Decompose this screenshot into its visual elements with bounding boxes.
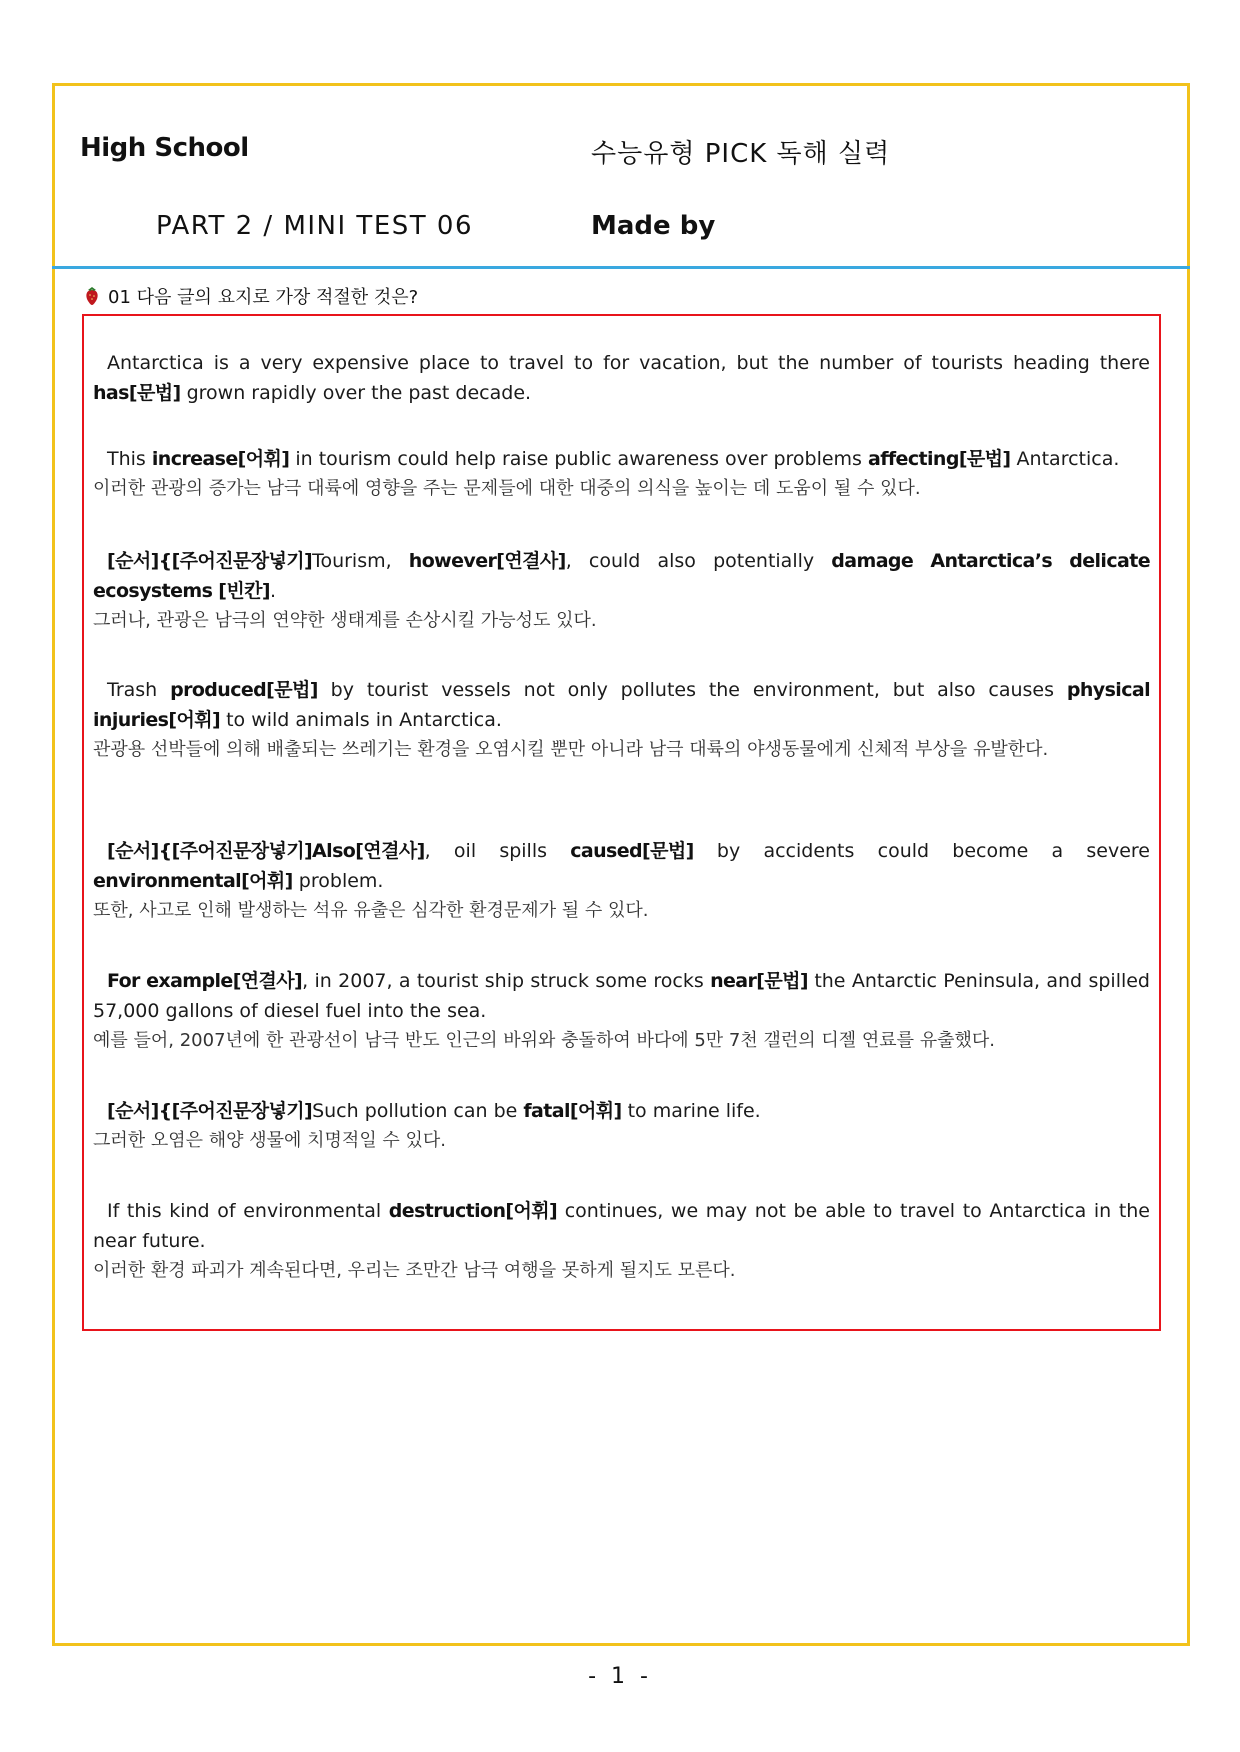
sentence-text: This — [107, 448, 152, 470]
annotated-phrase: [순서]{[주어진문장넣기] — [107, 1100, 313, 1122]
annotated-phrase: environmental[어휘] — [93, 870, 293, 892]
annotated-phrase: produced[문법] — [170, 679, 318, 701]
passage-paragraph-7 — [93, 1096, 1150, 1156]
sentence-text: in tourism could help raise public awareness over problems — [289, 448, 868, 470]
korean-translation: 그러나, 관광은 남극의 연약한 생태계를 손상시킬 가능성도 있다. — [93, 610, 597, 631]
sentence-text: Antarctica. — [1010, 448, 1120, 470]
sentence-text: . — [269, 580, 277, 602]
passage-paragraph-3 — [93, 546, 1150, 636]
english-sentence — [93, 675, 1150, 735]
strawberry-icon — [84, 286, 100, 306]
sentence-text: Tourism, — [312, 550, 409, 572]
korean-translation: 이러한 환경 파괴가 계속된다면, 우리는 조만간 남극 여행을 못하게 될지도 모른다. — [93, 1260, 736, 1281]
sentence-text: , could also potentially — [565, 550, 832, 572]
made-by-label: Made by — [591, 211, 716, 241]
annotated-phrase: has[문법] — [93, 382, 181, 404]
korean-translation: 예를 들어, 2007년에 한 관광선이 남극 반도 인근의 바위와 충돌하여 바다에 5만 7천 갤런의 디젤 연료를 유출했다. — [93, 1030, 995, 1051]
annotated-phrase: physical injuries[어휘] — [93, 679, 1151, 731]
part-label: PART 2 / MINI TEST 06 — [156, 211, 473, 241]
question-text: 01 다음 글의 요지로 가장 적절한 것은? — [108, 287, 419, 308]
passage-paragraph-4 — [93, 675, 1150, 765]
sentence-text: , oil spills — [424, 840, 571, 862]
annotated-phrase: For example[연결사] — [107, 970, 303, 992]
passage-paragraph-6 — [93, 966, 1150, 1056]
sentence-text: grown rapidly over the past decade. — [180, 382, 532, 404]
annotated-phrase: however[연결사] — [408, 550, 566, 572]
annotated-phrase: fatal[어휘] — [523, 1100, 622, 1122]
annotated-phrase: caused[문법] — [570, 840, 694, 862]
school-label: High School — [80, 133, 249, 163]
korean-translation: 관광용 선박들에 의해 배출되는 쓰레기는 환경을 오염시킬 뿐만 아니라 남극 대륙의 야생동물에게 신체적 부상을 유발한다. — [93, 739, 1049, 760]
annotated-phrase: damage Antarctica’s delicate ecosystems [빈칸] — [93, 550, 1151, 602]
korean-translation: 이러한 관광의 증가는 남극 대륙에 영향을 주는 문제들에 대한 대중의 의식을 높이는 데 도움이 될 수 있다. — [93, 478, 921, 499]
english-sentence — [93, 444, 1150, 474]
sentence-text: by tourist vessels not only pollutes the environment, but also causes — [317, 679, 1067, 701]
passage-paragraph-8 — [93, 1196, 1150, 1286]
sentence-text: If this kind of environmental — [107, 1200, 389, 1222]
question-line — [84, 283, 418, 309]
sentence-text: , in 2007, a tourist ship struck some rocks — [302, 970, 711, 992]
english-sentence — [93, 1096, 1150, 1126]
annotated-phrase: destruction[어휘] — [388, 1200, 558, 1222]
sentence-text: to marine life. — [621, 1100, 761, 1122]
english-sentence — [93, 966, 1150, 1026]
sentence-text: Trash — [107, 679, 171, 701]
annotated-phrase: near[문법] — [710, 970, 808, 992]
english-sentence — [93, 348, 1150, 408]
korean-translation: 또한, 사고로 인해 발생하는 석유 유출은 심각한 환경문제가 될 수 있다. — [93, 900, 649, 921]
sentence-text: Such pollution can be — [312, 1100, 524, 1122]
english-sentence — [93, 836, 1150, 896]
sentence-text: the Antarctic Peninsula, and spilled 57,000 gallons of diesel fuel into the sea. — [93, 970, 1150, 1022]
sentence-text: by accidents could become a severe — [693, 840, 1150, 862]
sentence-text: continues, we may not be able to travel to Antarctica in the near future. — [93, 1200, 1150, 1252]
sentence-text: Antarctica is a very expensive place to travel to for vacation, but the number of tourists heading there — [107, 352, 1150, 374]
header-divider — [52, 266, 1190, 269]
annotated-phrase: increase[어휘] — [151, 448, 290, 470]
sentence-text: problem. — [292, 870, 384, 892]
book-title: 수능유형 PICK 독해 실력 — [591, 139, 891, 169]
annotated-phrase: [순서]{[주어진문장넣기] — [107, 550, 313, 572]
annotated-phrase: [순서]{[주어진문장넣기]Also[연결사] — [107, 840, 425, 862]
annotated-phrase: affecting[문법] — [868, 448, 1011, 470]
korean-translation: 그러한 오염은 해양 생물에 치명적일 수 있다. — [93, 1130, 447, 1151]
passage-paragraph-1 — [93, 348, 1150, 408]
page-number: - 1 - — [588, 1664, 652, 1689]
english-sentence — [93, 1196, 1150, 1256]
english-sentence — [93, 546, 1150, 606]
passage-paragraph-5 — [93, 836, 1150, 926]
passage-paragraph-2 — [93, 444, 1150, 504]
sentence-text: to wild animals in Antarctica. — [220, 709, 502, 731]
